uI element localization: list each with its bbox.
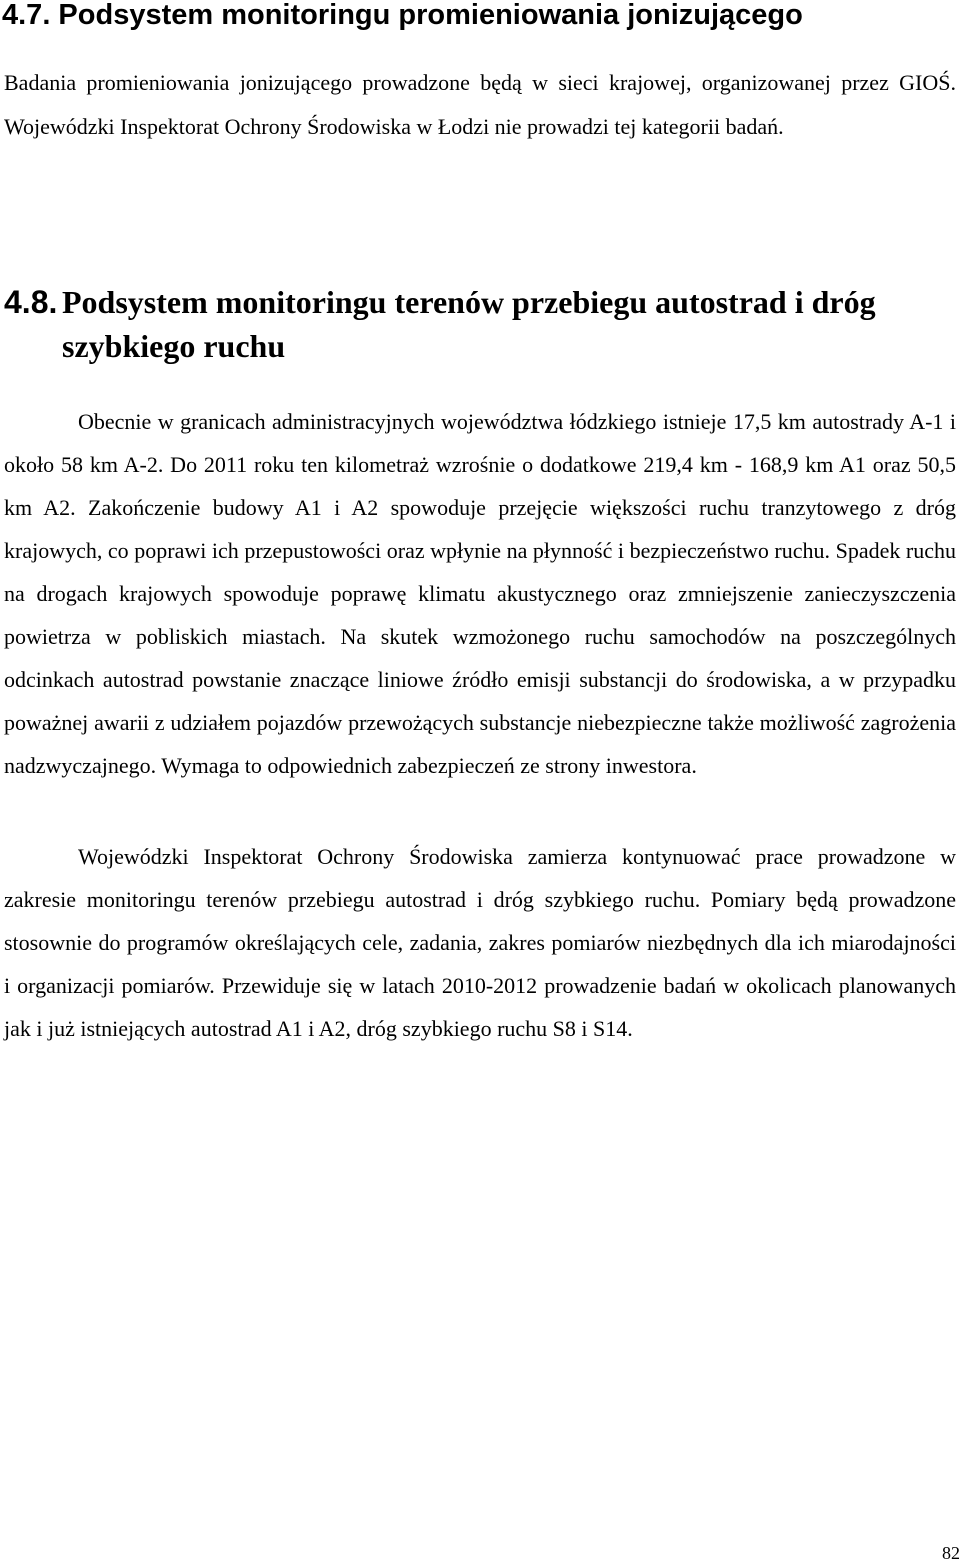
page-number: 82 [942, 1543, 960, 1563]
section-4-8-number: 4.8. [4, 284, 58, 320]
section-heading-4-7: 4.7. Podsystem monitoringu promieniowania jonizującego [2, 0, 803, 31]
section-4-8-paragraph-1: Obecnie w granicach administracyjnych województwa łódzkiego istnieje 17,5 km autostrady A-1 i około 58 km A-2. Do 2011 roku ten kilometraż wzrośnie o dodatkowe 219,4 km - 168,9 km A1 oraz 50,5 km A2. Zakończenie budowy A1 i A2 spowoduje przejęcie większości ruchu tranzytowego z dróg krajowych, co poprawi ich przepustowości oraz wpłynie na płynność i bezpieczeństwo ruchu. Spadek ruchu na drogach krajowych spowoduje poprawę klimatu akustycznego oraz zmniejszenie zanieczyszczenia powietrza w pobliskich miastach. Na skutek wzmożonego ruchu samochodów na poszczególnych odcinkach autostrad powstanie znaczące liniowe źródło emisji substancji do środowiska, a w przypadku poważnej awarii z udziałem pojazdów przewożących substancje niebezpieczne także możliwość zagrożenia nadzwyczajnego. Wymaga to odpowiednich zabezpieczeń ze strony inwestora. [4, 409, 956, 778]
section-heading-4-8 [4, 280, 934, 368]
section-4-7-paragraph: Badania promieniowania jonizującego prowadzone będą w sieci krajowej, organizowanej przez GIOŚ. Wojewódzki Inspektorat Ochrony Środowiska w Łodzi nie prowadzi tej kategorii badań. [4, 70, 956, 139]
section-4-8-paragraph-2: Wojewódzki Inspektorat Ochrony Środowiska zamierza kontynuować prace prowadzone w zakresie monitoringu terenów przebiegu autostrad i dróg szybkiego ruchu. Pomiary będą prowadzone stosownie do programów określających cele, zadania, zakres pomiarów niezbędnych dla ich miarodajności i organizacji pomiarów. Przewiduje się w latach 2010-2012 prowadzenie badań w okolicach planowanych jak i już istniejących autostrad A1 i A2, dróg szybkiego ruchu S8 i S14. [4, 844, 956, 1041]
section-4-8-title-line-1: Podsystem monitoringu terenów przebiegu autostrad i dróg [62, 284, 876, 320]
section-4-8-title-line-2: szybkiego ruchu [62, 328, 286, 364]
